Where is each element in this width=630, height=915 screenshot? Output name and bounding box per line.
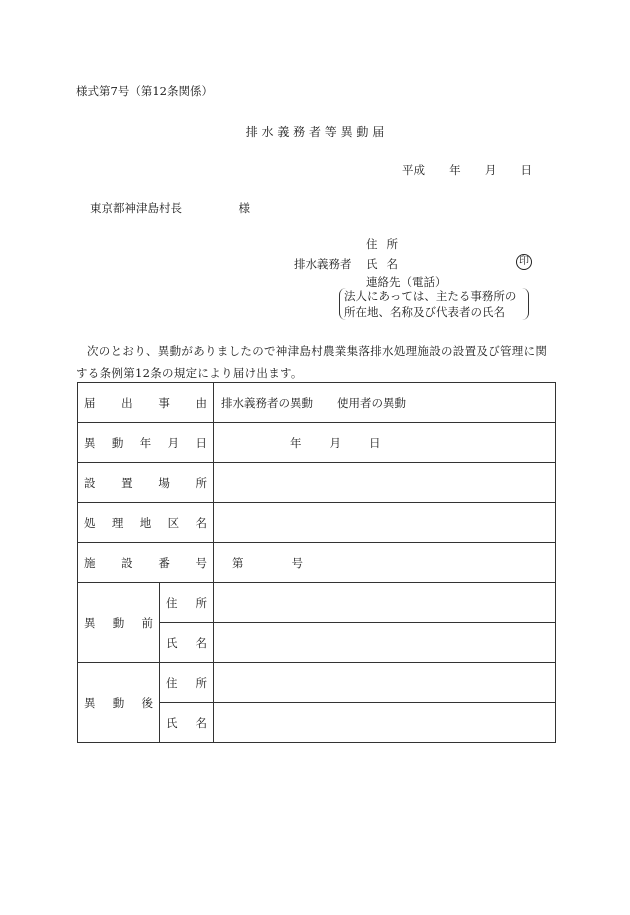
char: 所 <box>195 475 207 490</box>
table-row <box>78 423 556 463</box>
applicant-name-label <box>366 256 398 272</box>
char: 置 <box>121 475 133 490</box>
applicant-block <box>294 236 539 326</box>
char: 番 <box>158 555 170 570</box>
char: 処 <box>84 515 96 530</box>
recipient-honorific: 様 <box>238 201 250 215</box>
district-label <box>78 503 214 543</box>
reason-label <box>78 383 214 423</box>
char: 異 <box>84 615 96 630</box>
char: 前 <box>141 615 153 630</box>
char: 住 <box>166 595 178 610</box>
char: 月 <box>167 435 180 450</box>
change-date-value[interactable] <box>214 423 556 463</box>
char: 動 <box>111 435 124 450</box>
char: 月 <box>329 435 341 450</box>
char: 由 <box>195 395 207 410</box>
recipient-name: 東京都神津島村長 <box>90 201 182 215</box>
char: 氏 <box>366 257 378 271</box>
char: 異 <box>84 435 96 450</box>
form-number: 様式第7号（第12条関係） <box>76 84 213 98</box>
before-address-value[interactable] <box>214 583 556 623</box>
notification-table <box>77 382 556 743</box>
date-day: 日 <box>520 163 532 177</box>
char: 設 <box>121 555 133 570</box>
char: 第 <box>232 555 244 570</box>
submission-date <box>402 162 532 178</box>
after-name-value[interactable] <box>214 703 556 743</box>
char: 氏 <box>166 635 178 650</box>
applicant-contact: 連絡先（電話） <box>366 275 447 289</box>
char: 動 <box>112 695 125 710</box>
char: 号 <box>195 555 207 570</box>
reason-value[interactable] <box>214 383 556 423</box>
char: 出 <box>121 395 133 410</box>
char: 日 <box>195 435 207 450</box>
after-address-label <box>160 663 214 703</box>
location-label <box>78 463 214 503</box>
after-name-label <box>160 703 214 743</box>
reason-option-user[interactable]: 使用者の異動 <box>337 395 406 410</box>
facility-label <box>78 543 214 583</box>
applicant-role: 排水義務者 <box>294 257 352 271</box>
facility-value[interactable] <box>214 543 556 583</box>
table-row <box>78 583 556 623</box>
char: 氏 <box>166 715 178 730</box>
char: 後 <box>141 695 153 710</box>
table-row <box>78 663 556 703</box>
before-name-value[interactable] <box>214 623 556 663</box>
char: 日 <box>369 435 381 450</box>
char: 住 <box>366 237 378 251</box>
recipient <box>90 200 250 216</box>
char: 名 <box>386 257 398 271</box>
change-date-label <box>78 423 214 463</box>
after-address-value[interactable] <box>214 663 556 703</box>
table-row <box>78 383 556 423</box>
date-month: 月 <box>484 163 497 177</box>
char: 動 <box>112 615 125 630</box>
char: 号 <box>291 555 303 570</box>
char: 場 <box>158 475 170 490</box>
char: 届 <box>84 395 96 410</box>
form-title: 排 水 義 務 者 等 異 動 届 <box>245 125 385 139</box>
char: 住 <box>166 675 178 690</box>
applicant-address-label <box>366 236 398 252</box>
before-address-label <box>160 583 214 623</box>
char: 所 <box>195 595 207 610</box>
after-label <box>78 663 160 743</box>
char: 名 <box>195 635 207 650</box>
reason-option-owner[interactable]: 排水義務者の異動 <box>221 395 313 410</box>
char: 理 <box>111 515 124 530</box>
char: 設 <box>84 475 96 490</box>
table-row <box>78 503 556 543</box>
location-value[interactable] <box>214 463 556 503</box>
char: 異 <box>84 695 96 710</box>
corporate-note-line2: 所在地、名称及び代表者の氏名 <box>344 305 505 319</box>
char: 年 <box>139 435 152 450</box>
date-year: 年 <box>449 163 461 177</box>
date-era: 平成 <box>402 163 425 177</box>
char: 所 <box>195 675 207 690</box>
char: 地 <box>139 515 152 530</box>
seal-icon: 印 <box>516 254 532 270</box>
corporate-note <box>339 288 529 320</box>
char: 年 <box>290 435 302 450</box>
table-row <box>78 463 556 503</box>
char: 名 <box>195 715 207 730</box>
before-label <box>78 583 160 663</box>
corporate-note-line1: 法人にあっては、主たる事務所の <box>344 289 517 303</box>
char: 区 <box>167 515 180 530</box>
district-value[interactable] <box>214 503 556 543</box>
table-row <box>78 543 556 583</box>
body-text: 次のとおり、異動がありましたので神津島村農業集落排水処理施設の設置及び管理に関する条例第12条の規定により届け出ます。 <box>76 344 548 380</box>
char: 所 <box>386 237 398 251</box>
char: 事 <box>158 395 170 410</box>
char: 名 <box>195 515 207 530</box>
char: 施 <box>84 555 96 570</box>
before-name-label <box>160 623 214 663</box>
